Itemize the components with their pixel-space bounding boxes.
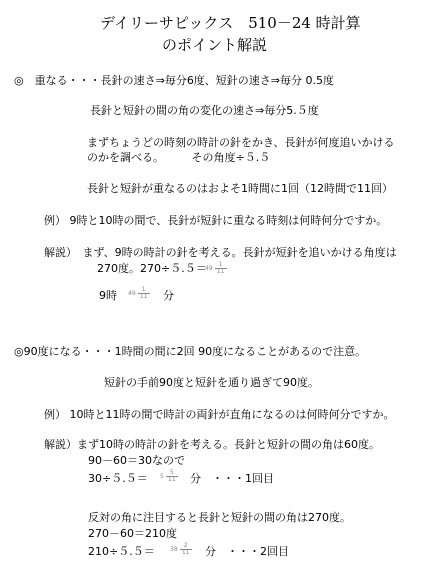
page-title: デイリーサピックス 510－24 時計算 — [100, 14, 361, 32]
section2-opposite-angle: 反対の角に注目すると長針と短針の間の角は270度。 — [88, 511, 351, 524]
section1-answer-hour: 9時 — [99, 289, 117, 302]
section2-solution-line1: 解説）まず10時の時計の針を考える。長針と短針の間の角は60度。 — [44, 438, 380, 451]
section2-calc4-fraction — [170, 543, 192, 556]
fraction-numerator: 1 — [141, 286, 146, 293]
section1-heading: ◎ 重なる・・・長針の速さ⇒毎分6度、短針の速さ⇒毎分 0.5度 — [14, 74, 335, 87]
section2-calc3: 270－60＝210度 — [88, 527, 177, 540]
fraction-whole: 49 — [128, 290, 136, 297]
section1-frequency: 長針と短針が重なるのはおよそ1時間に1回（12時間で11回） — [87, 182, 393, 195]
section1-answer-fraction — [128, 287, 150, 300]
section1-solution-line1: 解説） まず、9時の時計の針を考える。長針が短針を追いかける角度は — [44, 246, 397, 259]
section1-example: 例） 9時と10時の間で、長針が短針に重なる時刻は何時何分ですか。 — [44, 214, 388, 227]
fraction-whole: 38 — [170, 546, 178, 553]
fraction-denominator: 11 — [181, 549, 190, 556]
fraction-denominator: 11 — [139, 293, 148, 300]
section1-method-line1: まずちょうどの時刻の時計の針をかき、長針が何度追いかける — [87, 136, 395, 149]
section1-speed-diff: 長針と短針の間の角の変化の速さ⇒毎分5.５度 — [90, 104, 319, 117]
section2-calc2-right: 分 ・・・1回目 — [190, 472, 274, 485]
page-subtitle: のポイント解説 — [162, 36, 268, 54]
fraction-numerator: 2 — [183, 542, 188, 549]
section2-note: 短針の手前90度と短針を通り過ぎて90度。 — [104, 376, 319, 389]
section1-solution-line2: 270度。270÷５.５＝ — [97, 262, 207, 275]
fraction-whole: 5 — [160, 473, 164, 480]
section1-solution-fraction — [205, 262, 227, 275]
fraction-denominator: 11 — [168, 476, 176, 483]
section1-method-line2: のかを調べる。 その角度÷５.５ — [87, 151, 271, 164]
fraction-numerator: 5 — [169, 469, 174, 476]
section2-calc1: 90－60＝30なので — [88, 454, 185, 467]
section2-calc2-left: 30÷５.５＝ — [88, 472, 148, 485]
section1-answer-unit: 分 — [163, 289, 174, 302]
fraction-numerator: 1 — [218, 261, 223, 268]
fraction-whole: 49 — [205, 265, 213, 272]
fraction-denominator: 11 — [216, 268, 225, 275]
section2-calc4-left: 210÷５.５＝ — [88, 545, 155, 558]
section2-example: 例） 10時と11時の間で時計の両針が直角になるのは何時何分ですか。 — [44, 408, 395, 421]
section2-calc4-right: 分 ・・・2回目 — [205, 545, 289, 558]
section2-heading: ◎90度になる・・・1時間の間に2回 90度になることがあるので注意。 — [14, 345, 367, 358]
section2-calc2-fraction — [160, 470, 178, 483]
